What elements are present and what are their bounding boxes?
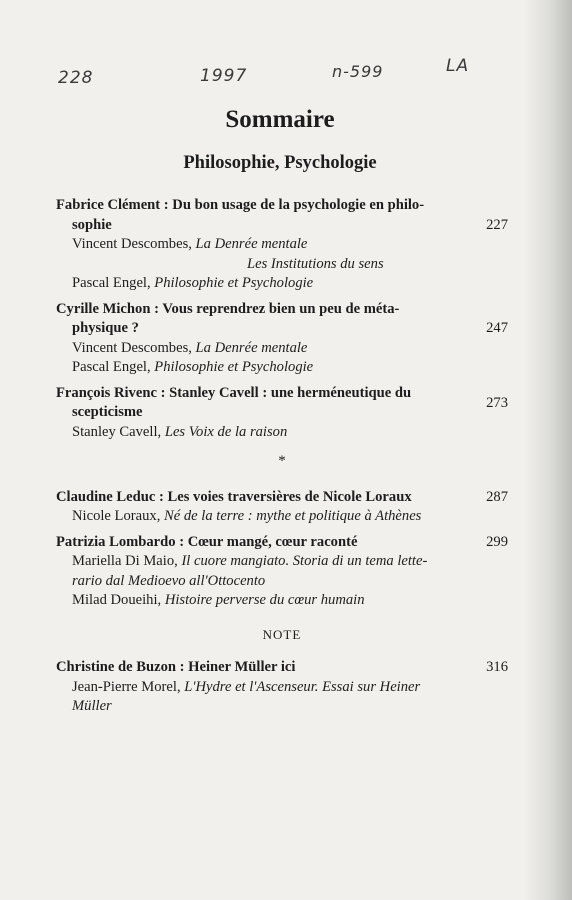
entry-heading: Fabrice Clément : Du bon usage de la psychologie en philo-: [56, 197, 425, 213]
page-number: 273: [486, 395, 508, 411]
handwritten-annotation: 1997: [200, 66, 248, 86]
page-number: 247: [486, 320, 508, 336]
reference: Mariella Di Maio, Il cuore mangiato. Storia di un tema lette-: [72, 553, 428, 569]
entry-heading-continued: scepticisme 273: [72, 395, 508, 420]
page-number: 299: [486, 533, 508, 550]
page-number: 316: [486, 659, 508, 675]
handwritten-annotation: n-599: [332, 62, 384, 81]
reference: Pascal Engel, Philosophie et Psychologie: [72, 359, 314, 375]
toc-entry: [56, 533, 508, 611]
reference: Les Institutions du sens: [247, 255, 384, 272]
entry-heading-continued: physique ? 247: [56, 319, 508, 339]
entry-heading-continued: sophie 227: [56, 216, 508, 236]
section-subtitle: Philosophie, Psychologie: [183, 153, 377, 173]
page-title: Sommaire: [225, 106, 335, 133]
reference: rario dal Medioevo all'Ottocento: [72, 572, 266, 589]
reference: Vincent Descombes, La Denrée mentale: [72, 236, 308, 252]
table-of-contents: [56, 196, 508, 723]
entry-heading: Cyrille Michon : Vous reprendrez bien un peu de méta-: [56, 300, 400, 317]
reference: Pascal Engel, Philosophie et Psychologie: [72, 275, 314, 291]
toc-entry: [56, 300, 508, 378]
handwritten-annotation: LA: [446, 56, 470, 76]
reference: Müller: [72, 698, 112, 714]
page-number: 227: [486, 216, 508, 233]
page-edge: [524, 0, 572, 900]
entry-heading: Claudine Leduc : Les voies traversières de Nicole Loraux 287: [56, 488, 508, 508]
toc-entry: [56, 488, 508, 527]
note-label: NOTE: [262, 626, 302, 642]
toc-entry: [56, 658, 508, 717]
reference: Stanley Cavell, Les Voix de la raison: [72, 423, 288, 440]
entry-heading: Patrizia Lombardo : Cœur mangé, cœur raconté 299: [56, 533, 508, 553]
reference: Nicole Loraux, Né de la terre : mythe et politique à Athènes: [72, 508, 422, 524]
entry-heading: Christine de Buzon : Heiner Müller ici 316: [56, 658, 508, 678]
section-separator: *: [278, 453, 286, 469]
reference: Vincent Descombes, La Denrée mentale: [72, 339, 308, 356]
handwritten-annotation: 228: [58, 68, 94, 88]
reference: Milad Doueihi, Histoire perverse du cœur humain: [72, 592, 365, 608]
reference: Jean-Pierre Morel, L'Hydre et l'Ascenseur. Essai sur Heiner: [72, 678, 421, 695]
toc-entry: [56, 196, 508, 294]
entry-heading: François Rivenc : Stanley Cavell : une herméneutique du: [56, 384, 412, 401]
toc-entry: [56, 384, 508, 443]
page-number: 287: [486, 488, 508, 505]
